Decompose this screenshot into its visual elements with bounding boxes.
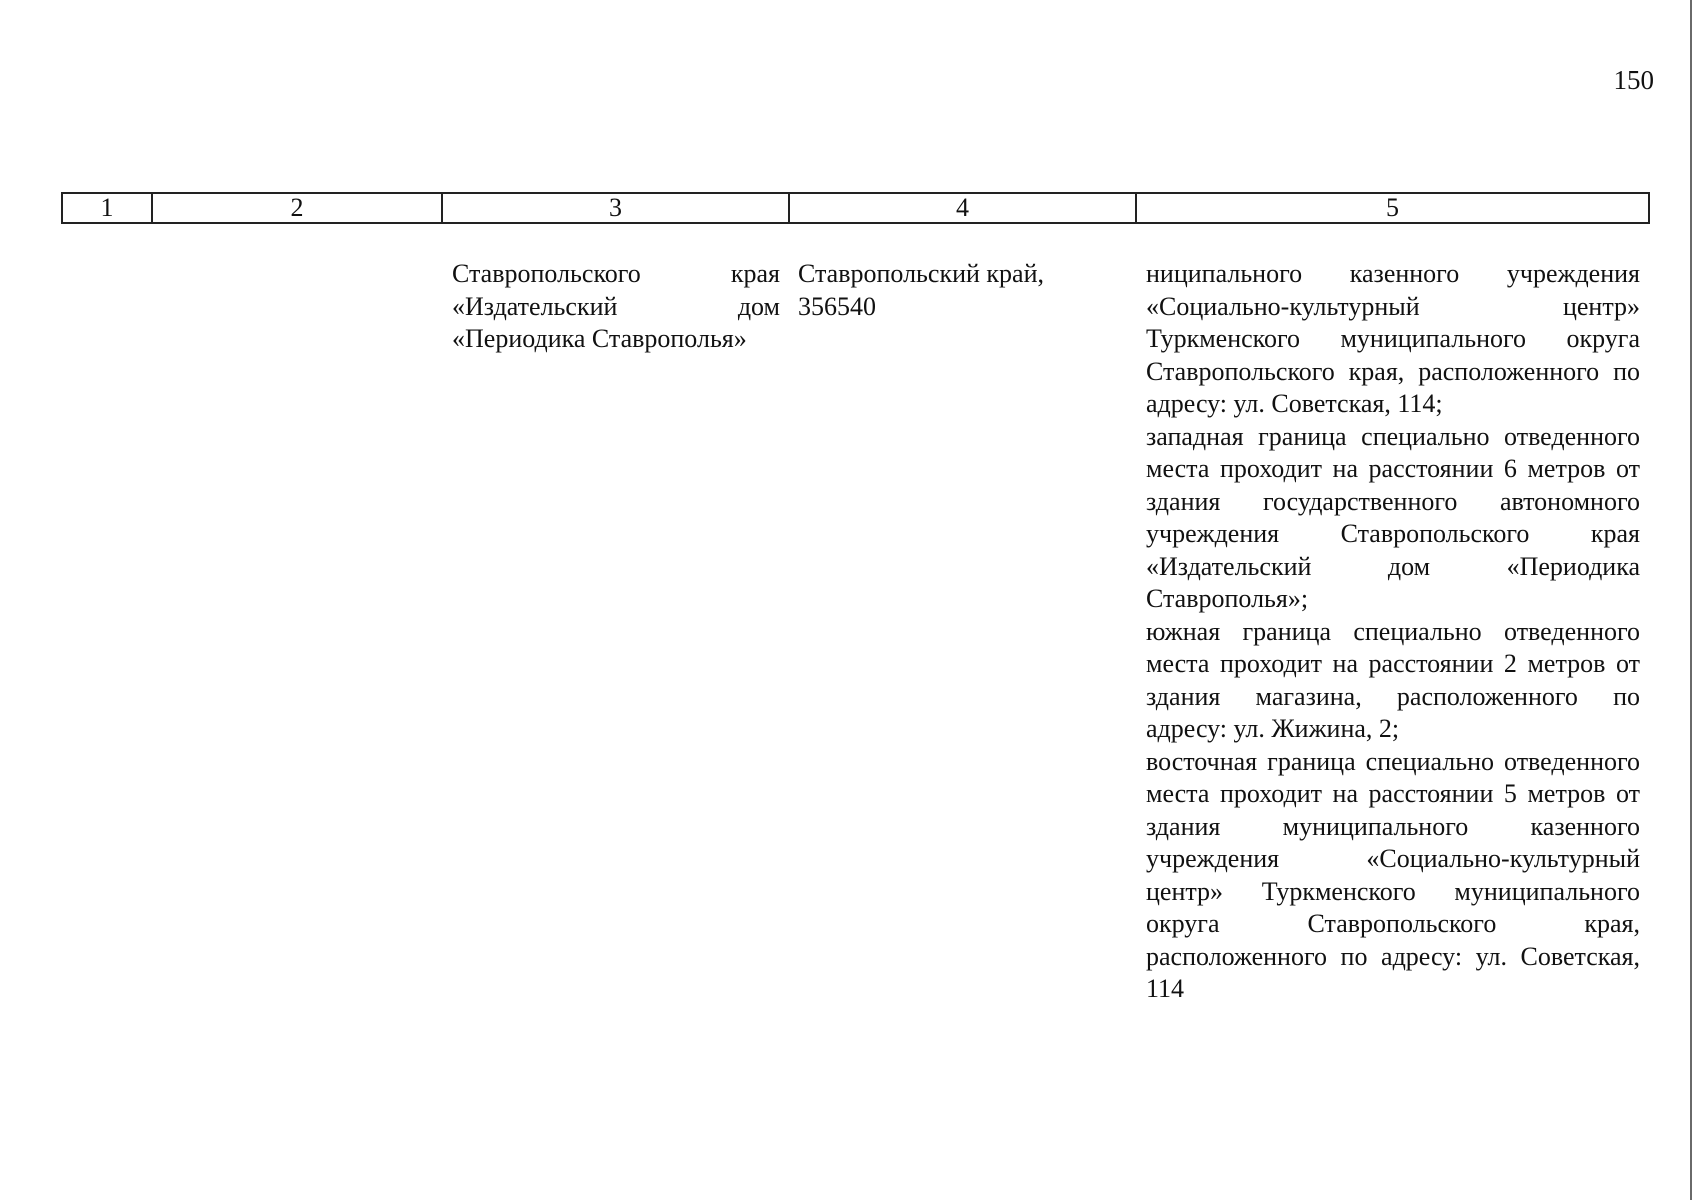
boundary-paragraph-west: западная граница специально отведенного места проходит на расстоянии 6 метров от здания государственного автономного учреждения Ставропольского края «Издательский дом «Периодика Ставрополья»; [1146, 421, 1640, 613]
boundary-paragraph-south: южная граница специально отведенного места проходит на расстоянии 2 метров от здания магазина, расположенного по адресу: ул. Жижина, 2; [1146, 616, 1640, 743]
header-cell-2: 2 [152, 193, 442, 223]
organization-name: Ставропольского края «Издательский дом «Периодика Ставрополья» [452, 259, 780, 353]
boundary-description [1146, 258, 1640, 1006]
address-cell [798, 258, 1118, 323]
header-row [62, 193, 1649, 223]
header-cell-1: 1 [62, 193, 152, 223]
page-number: 150 [1613, 65, 1654, 95]
address-region: Ставропольский край, [798, 259, 1044, 288]
boundary-paragraph-continuation: ниципального казенного учреждения «Социально-культурный центр» Туркменского муниципального округа Ставропольского края, расположенного по адресу: ул. Советская, 114; [1146, 259, 1640, 418]
column-number-header [61, 192, 1650, 224]
address-postal-code: 356540 [798, 291, 876, 321]
header-cell-4: 4 [789, 193, 1136, 223]
header-cell-5: 5 [1136, 193, 1649, 223]
page-edge-line [1690, 0, 1692, 1200]
header-cell-3: 3 [442, 193, 789, 223]
boundary-paragraph-east: восточная граница специально отведенного места проходит на расстоянии 5 метров от здания муниципального казенного учреждения «Социально-культурный центр» Туркменского муниципального округа Ставропольского края, расположенного по адресу: ул. Советская, 114 [1146, 746, 1640, 1003]
